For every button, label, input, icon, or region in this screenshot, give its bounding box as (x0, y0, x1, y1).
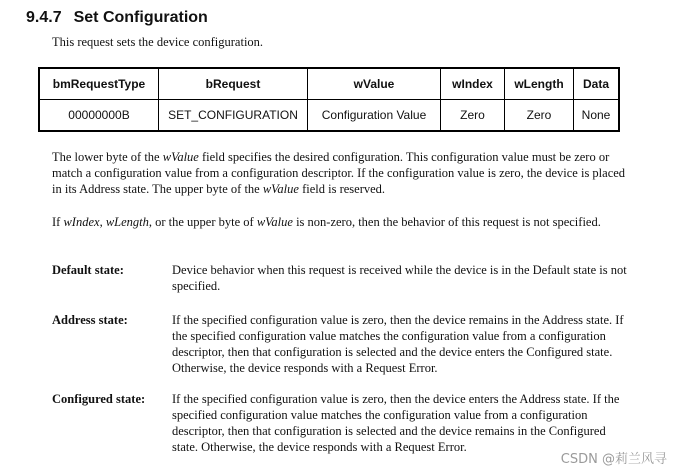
text: , (99, 215, 106, 229)
state-description: If the specified configuration value is zero, then the device remains in the Address state. If the specified configuration value matches the configuration value from a configuration descriptor, then that configuration is selected and the device enters the Configured state. Otherwise, the device responds with a Request Error. (172, 313, 624, 375)
header-windex: wIndex (441, 68, 505, 100)
table-header-row (39, 68, 619, 100)
field-name: wValue (256, 215, 293, 229)
header-brequest: bRequest (159, 68, 308, 100)
section-number: 9.4.7 (26, 9, 62, 26)
text: field is reserved. (298, 182, 386, 196)
field-name: wValue (162, 150, 199, 164)
field-name: wLength (105, 215, 149, 229)
watermark: CSDN @莉兰风寻 (560, 452, 667, 467)
text: field specifies the desired configuration. This configuration value must be zero or match a configuration value from a configuration descriptor. If the configuration value is zero, the device is placed in its Address state. The upper byte of the (52, 150, 626, 196)
text: The lower byte of the (52, 150, 163, 164)
cell-data: None (574, 100, 620, 132)
section-title: Set Configuration (73, 9, 208, 26)
cell-wlength: Zero (505, 100, 574, 132)
field-name: wValue (262, 182, 299, 196)
header-data: Data (574, 68, 620, 100)
text: , or the upper byte of (148, 215, 257, 229)
cell-bmrequesttype: 00000000B (39, 100, 159, 132)
section-heading (26, 9, 208, 27)
text: If (52, 215, 64, 229)
cell-wvalue: Configuration Value (308, 100, 441, 132)
text: is non-zero, then the behavior of this request is not specified. (292, 215, 601, 229)
paragraph-wvalue (52, 149, 632, 197)
state-label: Default state: (52, 263, 124, 277)
state-label: Configured state: (52, 392, 146, 406)
state-label: Address state: (52, 313, 128, 327)
cell-brequest: SET_CONFIGURATION (159, 100, 308, 132)
cell-windex: Zero (441, 100, 505, 132)
state-description: Device behavior when this request is received while the device is in the Default state is not specified. (172, 263, 627, 293)
header-wlength: wLength (505, 68, 574, 100)
field-name: wIndex (63, 215, 100, 229)
header-bmrequesttype: bmRequestType (39, 68, 159, 100)
paragraph-nonzero (52, 214, 632, 230)
header-wvalue: wValue (308, 68, 441, 100)
section-intro: This request sets the device configuration. (52, 35, 264, 49)
state-description: If the specified configuration value is zero, then the device enters the Address state. If the specified configuration value matches the configuration value from a configuration descriptor, then that configuration is selected and the device remains in the Configured state. Otherwise, the device responds with a Request Error. (172, 392, 620, 454)
request-table (38, 67, 620, 132)
table-row (39, 100, 619, 132)
